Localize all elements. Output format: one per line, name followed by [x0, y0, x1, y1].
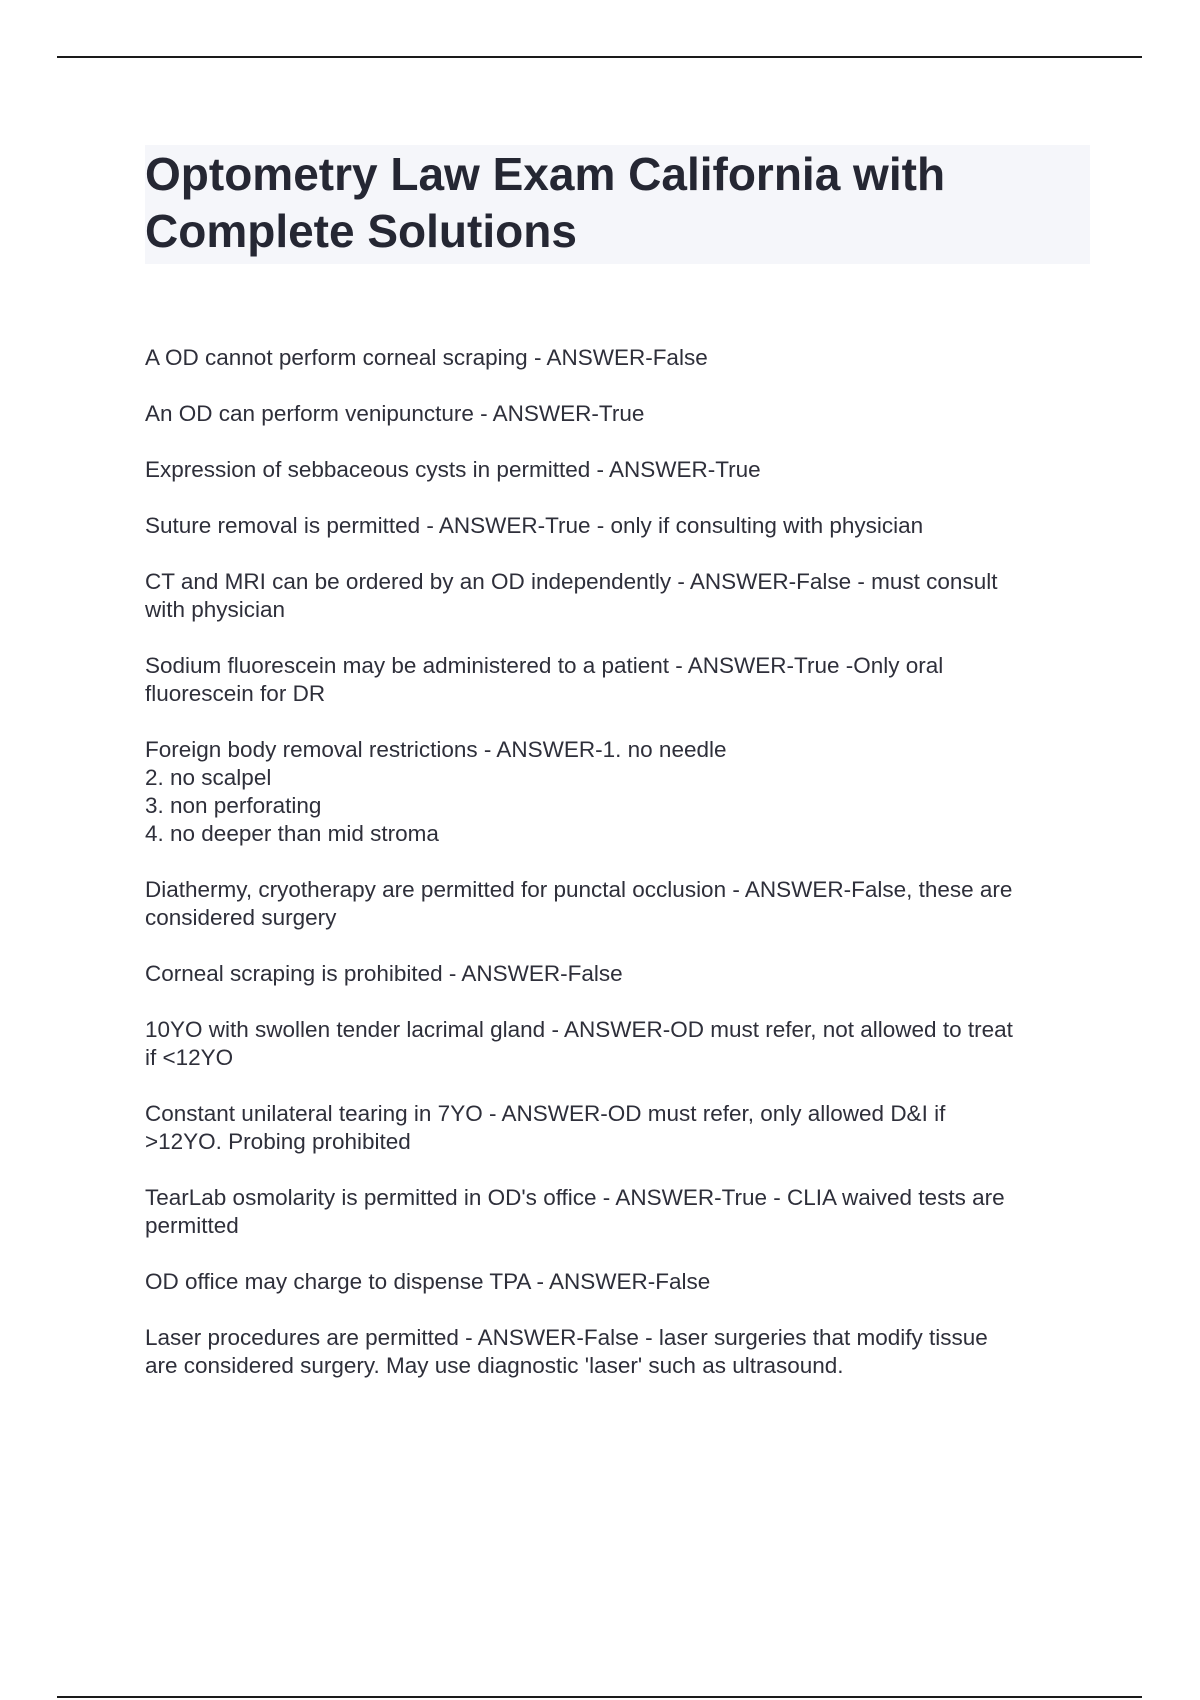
qa-item: Foreign body removal restrictions - ANSWER-1. no needle 2. no scalpel 3. non perforating 4. no deeper than mid stroma	[145, 737, 727, 846]
qa-item: Diathermy, cryotherapy are permitted for punctal occlusion - ANSWER-False, these are considered surgery	[145, 877, 1013, 930]
qa-item: Laser procedures are permitted - ANSWER-False - laser surgeries that modify tissue are considered surgery. May use diagnostic 'laser' such as ultrasound.	[145, 1325, 988, 1378]
qa-item: 10YO with swollen tender lacrimal gland - ANSWER-OD must refer, not allowed to treat if <12YO	[145, 1017, 1013, 1070]
qa-item: A OD cannot perform corneal scraping - ANSWER-False	[145, 345, 708, 370]
title-block	[145, 145, 1090, 264]
qa-item: CT and MRI can be ordered by an OD independently - ANSWER-False - must consult with physician	[145, 569, 998, 622]
document-body	[145, 145, 1090, 1408]
qa-item: Expression of sebbaceous cysts in permitted - ANSWER-True	[145, 457, 761, 482]
qa-item: Suture removal is permitted - ANSWER-True - only if consulting with physician	[145, 513, 924, 538]
qa-item: Sodium fluorescein may be administered to a patient - ANSWER-True -Only oral fluorescein for DR	[145, 653, 944, 706]
qa-list	[145, 344, 1090, 1380]
qa-item: Constant unilateral tearing in 7YO - ANSWER-OD must refer, only allowed D&I if >12YO. Probing prohibited	[145, 1101, 946, 1154]
bottom-rule	[57, 1696, 1142, 1698]
qa-item: TearLab osmolarity is permitted in OD's office - ANSWER-True - CLIA waived tests are permitted	[145, 1185, 1005, 1238]
qa-item: An OD can perform venipuncture - ANSWER-True	[145, 401, 645, 426]
qa-item: Corneal scraping is prohibited - ANSWER-False	[145, 961, 623, 986]
document-title: Optometry Law Exam California with Complete Solutions	[145, 148, 946, 257]
qa-item: OD office may charge to dispense TPA - ANSWER-False	[145, 1269, 711, 1294]
top-rule	[57, 56, 1142, 58]
